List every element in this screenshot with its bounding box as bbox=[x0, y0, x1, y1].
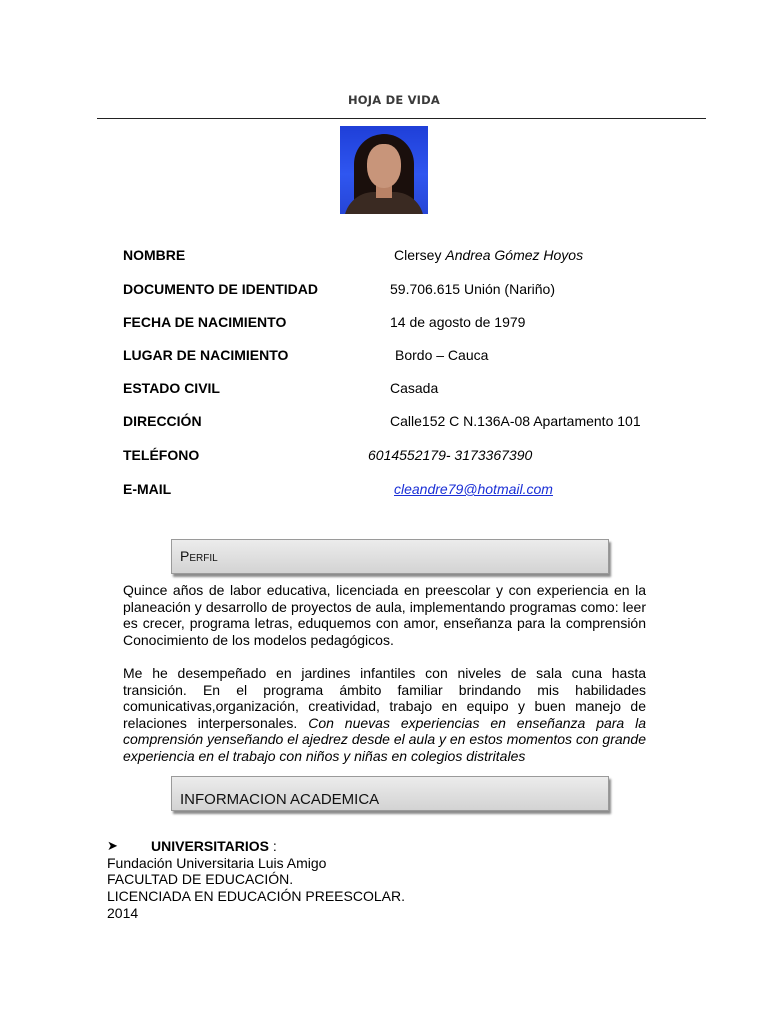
value-lugar-nacimiento: Bordo – Cauca bbox=[395, 347, 489, 363]
edu-line-faculty: FACULTAD DE EDUCACIÓN. bbox=[107, 871, 294, 887]
label-telefono: TELÉFONO bbox=[123, 447, 200, 463]
perfil-section-header bbox=[171, 539, 609, 574]
value-fecha-nacimiento: 14 de agosto de 1979 bbox=[390, 314, 526, 330]
value-direccion: Calle152 C N.136A-08 Apartamento 101 bbox=[390, 413, 641, 429]
academica-heading: INFORMACION ACADEMICA bbox=[180, 791, 380, 808]
label-email: E-MAIL bbox=[123, 481, 172, 497]
value-estado-civil: Casada bbox=[390, 380, 439, 396]
value-telefono: 6014552179- 3173367390 bbox=[368, 447, 533, 463]
value-nombre: Clersey Andrea Gómez Hoyos bbox=[394, 247, 584, 263]
universitarios-label: UNIVERSITARIOS : bbox=[151, 838, 277, 854]
label-fecha-nacimiento: FECHA DE NACIMIENTO bbox=[123, 314, 287, 330]
perfil-paragraph-1: Quince años de labor educativa, licenciada en preescolar y con experiencia en la planeación y desarrollo de proyectos de aula, implementando programas como: leer es crecer, programa letras, eduquemos con amor, enseñanza para la comprensión Conocimiento de los modelos pedagógicos. bbox=[123, 582, 646, 648]
label-lugar-nacimiento: LUGAR DE NACIMIENTO bbox=[123, 347, 289, 363]
edu-line-institution: Fundación Universitaria Luis Amigo bbox=[107, 855, 327, 871]
label-direccion: DIRECCIÓN bbox=[123, 413, 202, 429]
edu-line-year: 2014 bbox=[107, 905, 139, 921]
label-estado-civil: ESTADO CIVIL bbox=[123, 380, 220, 396]
label-documento: DOCUMENTO DE IDENTIDAD bbox=[123, 281, 318, 297]
edu-line-degree: LICENCIADA EN EDUCACIÓN PREESCOLAR. bbox=[107, 888, 405, 904]
bullet-arrow-icon: ➤ bbox=[107, 838, 118, 853]
label-nombre: NOMBRE bbox=[123, 247, 186, 263]
academica-section-header bbox=[171, 776, 609, 811]
profile-photo bbox=[340, 126, 428, 214]
email-link[interactable]: cleandre79@hotmail.com bbox=[394, 481, 553, 497]
title-divider bbox=[97, 118, 706, 119]
perfil-paragraph-2: Me he desempeñado en jardines infantiles con niveles de sala cuna hasta transición. En el programa ámbito familiar brindando mis habilidades comunicativas,organización, creatividad, trabajo en equipo y buen manejo de relaciones interpersonales. Con nuevas experiencias en enseñanza para la comprensión yenseñando el ajedrez desde el aula y en estos momentos con grande experiencia en el trabajo con niños y niñas en colegios distritales bbox=[123, 665, 647, 764]
perfil-heading: Perfil bbox=[180, 548, 218, 564]
document-title: HOJA DE VIDA bbox=[347, 93, 440, 107]
value-documento: 59.706.615 Unión (Nariño) bbox=[390, 281, 555, 297]
